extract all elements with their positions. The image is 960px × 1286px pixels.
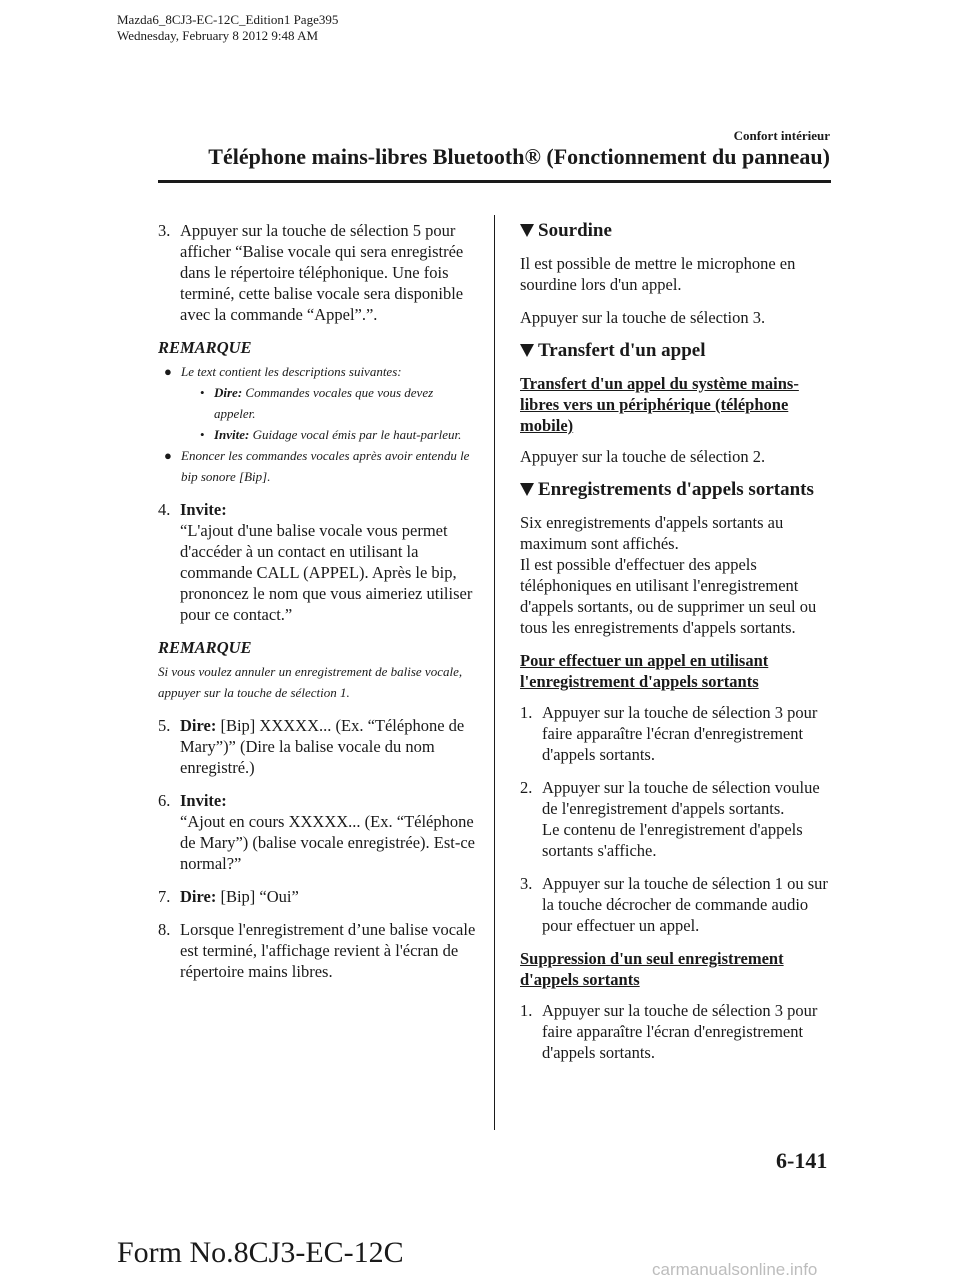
step-label: Invite:: [180, 500, 227, 519]
right-column: [520, 220, 832, 1075]
triangle-down-icon: [520, 344, 534, 357]
step-text: Appuyer sur la touche de sélection voulue de l'enregistrement d'appels sortants.: [542, 778, 820, 818]
step-4: [158, 499, 476, 625]
section-heading-outgoing: Enregistrements d'appels sortants: [520, 479, 832, 500]
step-3: [158, 220, 476, 325]
section-label: Confort intérieur: [733, 128, 830, 143]
paragraph: Il est possible d'effectuer des appels téléphoniques en utilisant l'enregistrement d'appels sortants, ou de supprimer un seul ou tous les enregistrements d'appels sortants.: [520, 555, 817, 637]
form-number: Form No.8CJ3-EC-12C: [117, 1236, 404, 1269]
title-rule: [158, 180, 831, 183]
subheading: Transfert d'un appel du système mains-libres vers un périphérique (téléphone mobile): [520, 374, 799, 435]
step-label: Invite:: [180, 791, 227, 810]
step-text: Appuyer sur la touche de sélection 1 ou sur la touche décrocher de commande audio pour effectuer un appel.: [542, 874, 828, 935]
step-number: 7.: [158, 887, 171, 906]
step-text: Appuyer sur la touche de sélection 3 pour faire apparaître l'écran d'enregistrement d'appels sortants.: [542, 703, 818, 764]
column-divider: [494, 215, 495, 1130]
step-text: [Bip] XXXXX... (Ex. “Téléphone de Mary”)” (Dire la balise vocale du nom enregistré.): [180, 716, 465, 777]
step-text: “L'ajout d'une balise vocale vous permet d'accéder à un contact en utilisant la commande CALL (APPEL). Après le bip, prononcez le nom que vous aimeriez utiliser pour ce contact.”: [180, 521, 473, 624]
step-number: 1.: [520, 1001, 533, 1020]
step-6: [158, 790, 476, 874]
step-text: [Bip] “Oui”: [220, 887, 299, 906]
note-subbullet-dire: • Dire: Commandes vocales que vous devez appeler.: [158, 382, 476, 424]
file-info: Mazda6_8CJ3-EC-12C_Edition1 Page395: [117, 12, 339, 27]
step-number: 8.: [158, 920, 171, 939]
step-number: 2.: [520, 778, 533, 797]
subheading: Suppression d'un seul enregistrement d'appels sortants: [520, 949, 784, 989]
note-text: Si vous voulez annuler un enregistrement de balise vocale, appuyer sur la touche de sélection 1.: [158, 664, 463, 700]
note-subbullet-invite: • Invite: Guidage vocal émis par le haut-parleur.: [158, 424, 476, 445]
note-title: REMARQUE: [158, 638, 252, 657]
step-number: 3.: [158, 221, 171, 240]
step-7: [158, 886, 476, 907]
subheading: Pour effectuer un appel en utilisant l'enregistrement d'appels sortants: [520, 651, 769, 691]
paragraph: Six enregistrements d'appels sortants au maximum sont affichés.: [520, 513, 784, 553]
bullet-icon: •: [200, 427, 205, 442]
bullet-icon: ●: [164, 448, 172, 463]
paragraph: Appuyer sur la touche de sélection 3.: [520, 308, 766, 327]
paragraph: Appuyer sur la touche de sélection 2.: [520, 447, 766, 466]
bullet-icon: ●: [164, 364, 172, 379]
delete-step-1: [520, 1000, 832, 1063]
note-block-2: [158, 637, 476, 703]
step-text: Lorsque l'enregistrement d’une balise vocale est terminé, l'affichage revient à l'écran de répertoire mains libres.: [180, 920, 476, 981]
paragraph: Il est possible de mettre le microphone en sourdine lors d'un appel.: [520, 254, 796, 294]
triangle-down-icon: [520, 224, 534, 237]
section-heading-transfer: Transfert d'un appel: [520, 340, 832, 361]
note-title: REMARQUE: [158, 338, 252, 357]
section-heading-mute: Sourdine: [520, 220, 832, 241]
triangle-down-icon: [520, 483, 534, 496]
outgoing-step-1: [520, 702, 832, 765]
step-8: [158, 919, 476, 982]
outgoing-step-2: [520, 777, 832, 861]
watermark: carmanualsonline.info: [652, 1260, 818, 1279]
step-label: Dire:: [180, 716, 217, 735]
step-text: Appuyer sur la touche de sélection 5 pour afficher “Balise vocale qui sera enregistrée dans le répertoire téléphonique. Une fois terminé, cette balise vocale sera disponible avec la commande “Appel”.”.: [180, 221, 464, 324]
step-number: 4.: [158, 500, 171, 519]
step-text: Appuyer sur la touche de sélection 3 pour faire apparaître l'écran d'enregistrement d'appels sortants.: [542, 1001, 818, 1062]
step-number: 5.: [158, 716, 171, 735]
step-text: “Ajout en cours XXXXX... (Ex. “Téléphone de Mary”) (balise vocale enregistrée). Est-ce normal?”: [180, 812, 476, 873]
page-title: Téléphone mains-libres Bluetooth® (Fonctionnement du panneau): [208, 144, 830, 169]
page-number: 6-141: [776, 1148, 828, 1173]
step-label: Dire:: [180, 887, 217, 906]
date-info: Wednesday, February 8 2012 9:48 AM: [117, 28, 319, 43]
step-number: 1.: [520, 703, 533, 722]
outgoing-step-3: [520, 873, 832, 936]
step-number: 3.: [520, 874, 533, 893]
note-bullet: ● Le text contient les descriptions suivantes:: [158, 361, 476, 382]
step-number: 6.: [158, 791, 171, 810]
bullet-icon: •: [200, 385, 205, 400]
left-column: [158, 220, 476, 994]
print-info: [117, 12, 338, 44]
note-block-1: [158, 337, 476, 487]
step-text-2: Le contenu de l'enregistrement d'appels sortants s'affiche.: [542, 820, 803, 860]
step-5: [158, 715, 476, 778]
note-bullet: ● Enoncer les commandes vocales après avoir entendu le bip sonore [Bip].: [158, 445, 476, 487]
